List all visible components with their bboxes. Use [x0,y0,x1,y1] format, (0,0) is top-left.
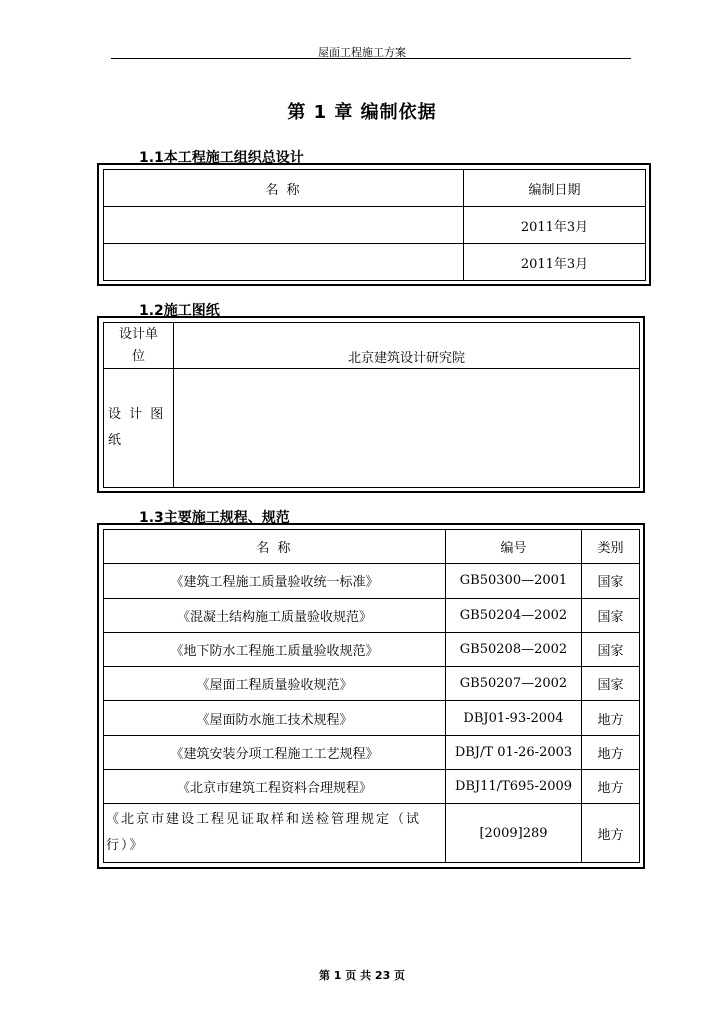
table-row [104,770,640,804]
section-3-table-frame [97,523,645,869]
design-drawing-value [174,369,640,488]
standard-type: 地方 [582,735,640,769]
standard-code: DBJ11/T695-2009 [446,770,582,804]
standard-name: 《北京市建设工程见证取样和送检管理规定（试行）》 [104,804,446,863]
standard-code: DBJ01-93-2004 [446,701,582,735]
table-row [104,735,640,769]
page-header-title: 屋面工程施工方案 [318,46,406,59]
design-drawing-label [104,369,174,488]
standard-name: 《屋面防水施工技术规程》 [104,701,446,735]
design-unit-label-line-1: 设计单 [118,326,158,342]
table-row [104,632,640,666]
column-header-name: 名 称 [104,530,446,564]
section-1-table [103,169,646,281]
section-3-title: 1.3主要施工规程、规范 [139,510,290,526]
header-divider [111,58,631,59]
row-name [104,207,464,244]
standard-type: 地方 [582,804,640,863]
section-3-table [103,529,640,863]
design-drawing-label-line-1: 设 计 图 [108,407,166,422]
design-unit-label-line-2: 位 [131,348,145,364]
section-2-table [103,322,640,488]
table-row [104,804,640,863]
table-row [104,598,640,632]
table-row [104,701,640,735]
row-date: 2011年3月 [464,244,646,281]
column-header-name: 名 称 [104,170,464,207]
standard-type: 国家 [582,632,640,666]
standard-name: 《建筑安装分项工程施工工艺规程》 [104,735,446,769]
standard-type: 国家 [582,598,640,632]
standard-name: 《建筑工程施工质量验收统一标准》 [104,564,446,598]
standard-code: DBJ/T 01-26-2003 [446,735,582,769]
design-unit-label [104,323,174,369]
standard-name: 《北京市建筑工程资料合理规程》 [104,770,446,804]
column-header-date: 编制日期 [464,170,646,207]
section-1-table-frame [97,163,651,286]
row-date: 2011年3月 [464,207,646,244]
standard-code: [2009]289 [446,804,582,863]
standard-name: 《屋面工程质量验收规范》 [104,667,446,701]
table-row [104,207,646,244]
page-footer: 第 1 页 共 23 页 [318,969,406,982]
standard-code: GB50207—2002 [446,667,582,701]
standard-code: GB50300—2001 [446,564,582,598]
table-row [104,244,646,281]
section-2-title: 1.2施工图纸 [139,303,220,319]
column-header-code: 编号 [446,530,582,564]
standard-type: 地方 [582,770,640,804]
standard-name: 《地下防水工程施工质量验收规范》 [104,632,446,666]
column-header-type: 类别 [582,530,640,564]
table-row [104,564,640,598]
standard-type: 国家 [582,667,640,701]
chapter-title: 第 1 章 编制依据 [287,102,437,123]
table-row [104,667,640,701]
design-drawing-label-line-2: 纸 [108,433,122,448]
design-unit-value: 北京建筑设计研究院 [174,323,640,369]
standard-name: 《混凝土结构施工质量验收规范》 [104,598,446,632]
section-2-table-frame [97,316,645,493]
standard-type: 国家 [582,564,640,598]
section-1-title: 1.1本工程施工组织总设计 [139,150,304,166]
row-name [104,244,464,281]
standard-code: GB50208—2002 [446,632,582,666]
standard-code: GB50204—2002 [446,598,582,632]
standard-type: 地方 [582,701,640,735]
